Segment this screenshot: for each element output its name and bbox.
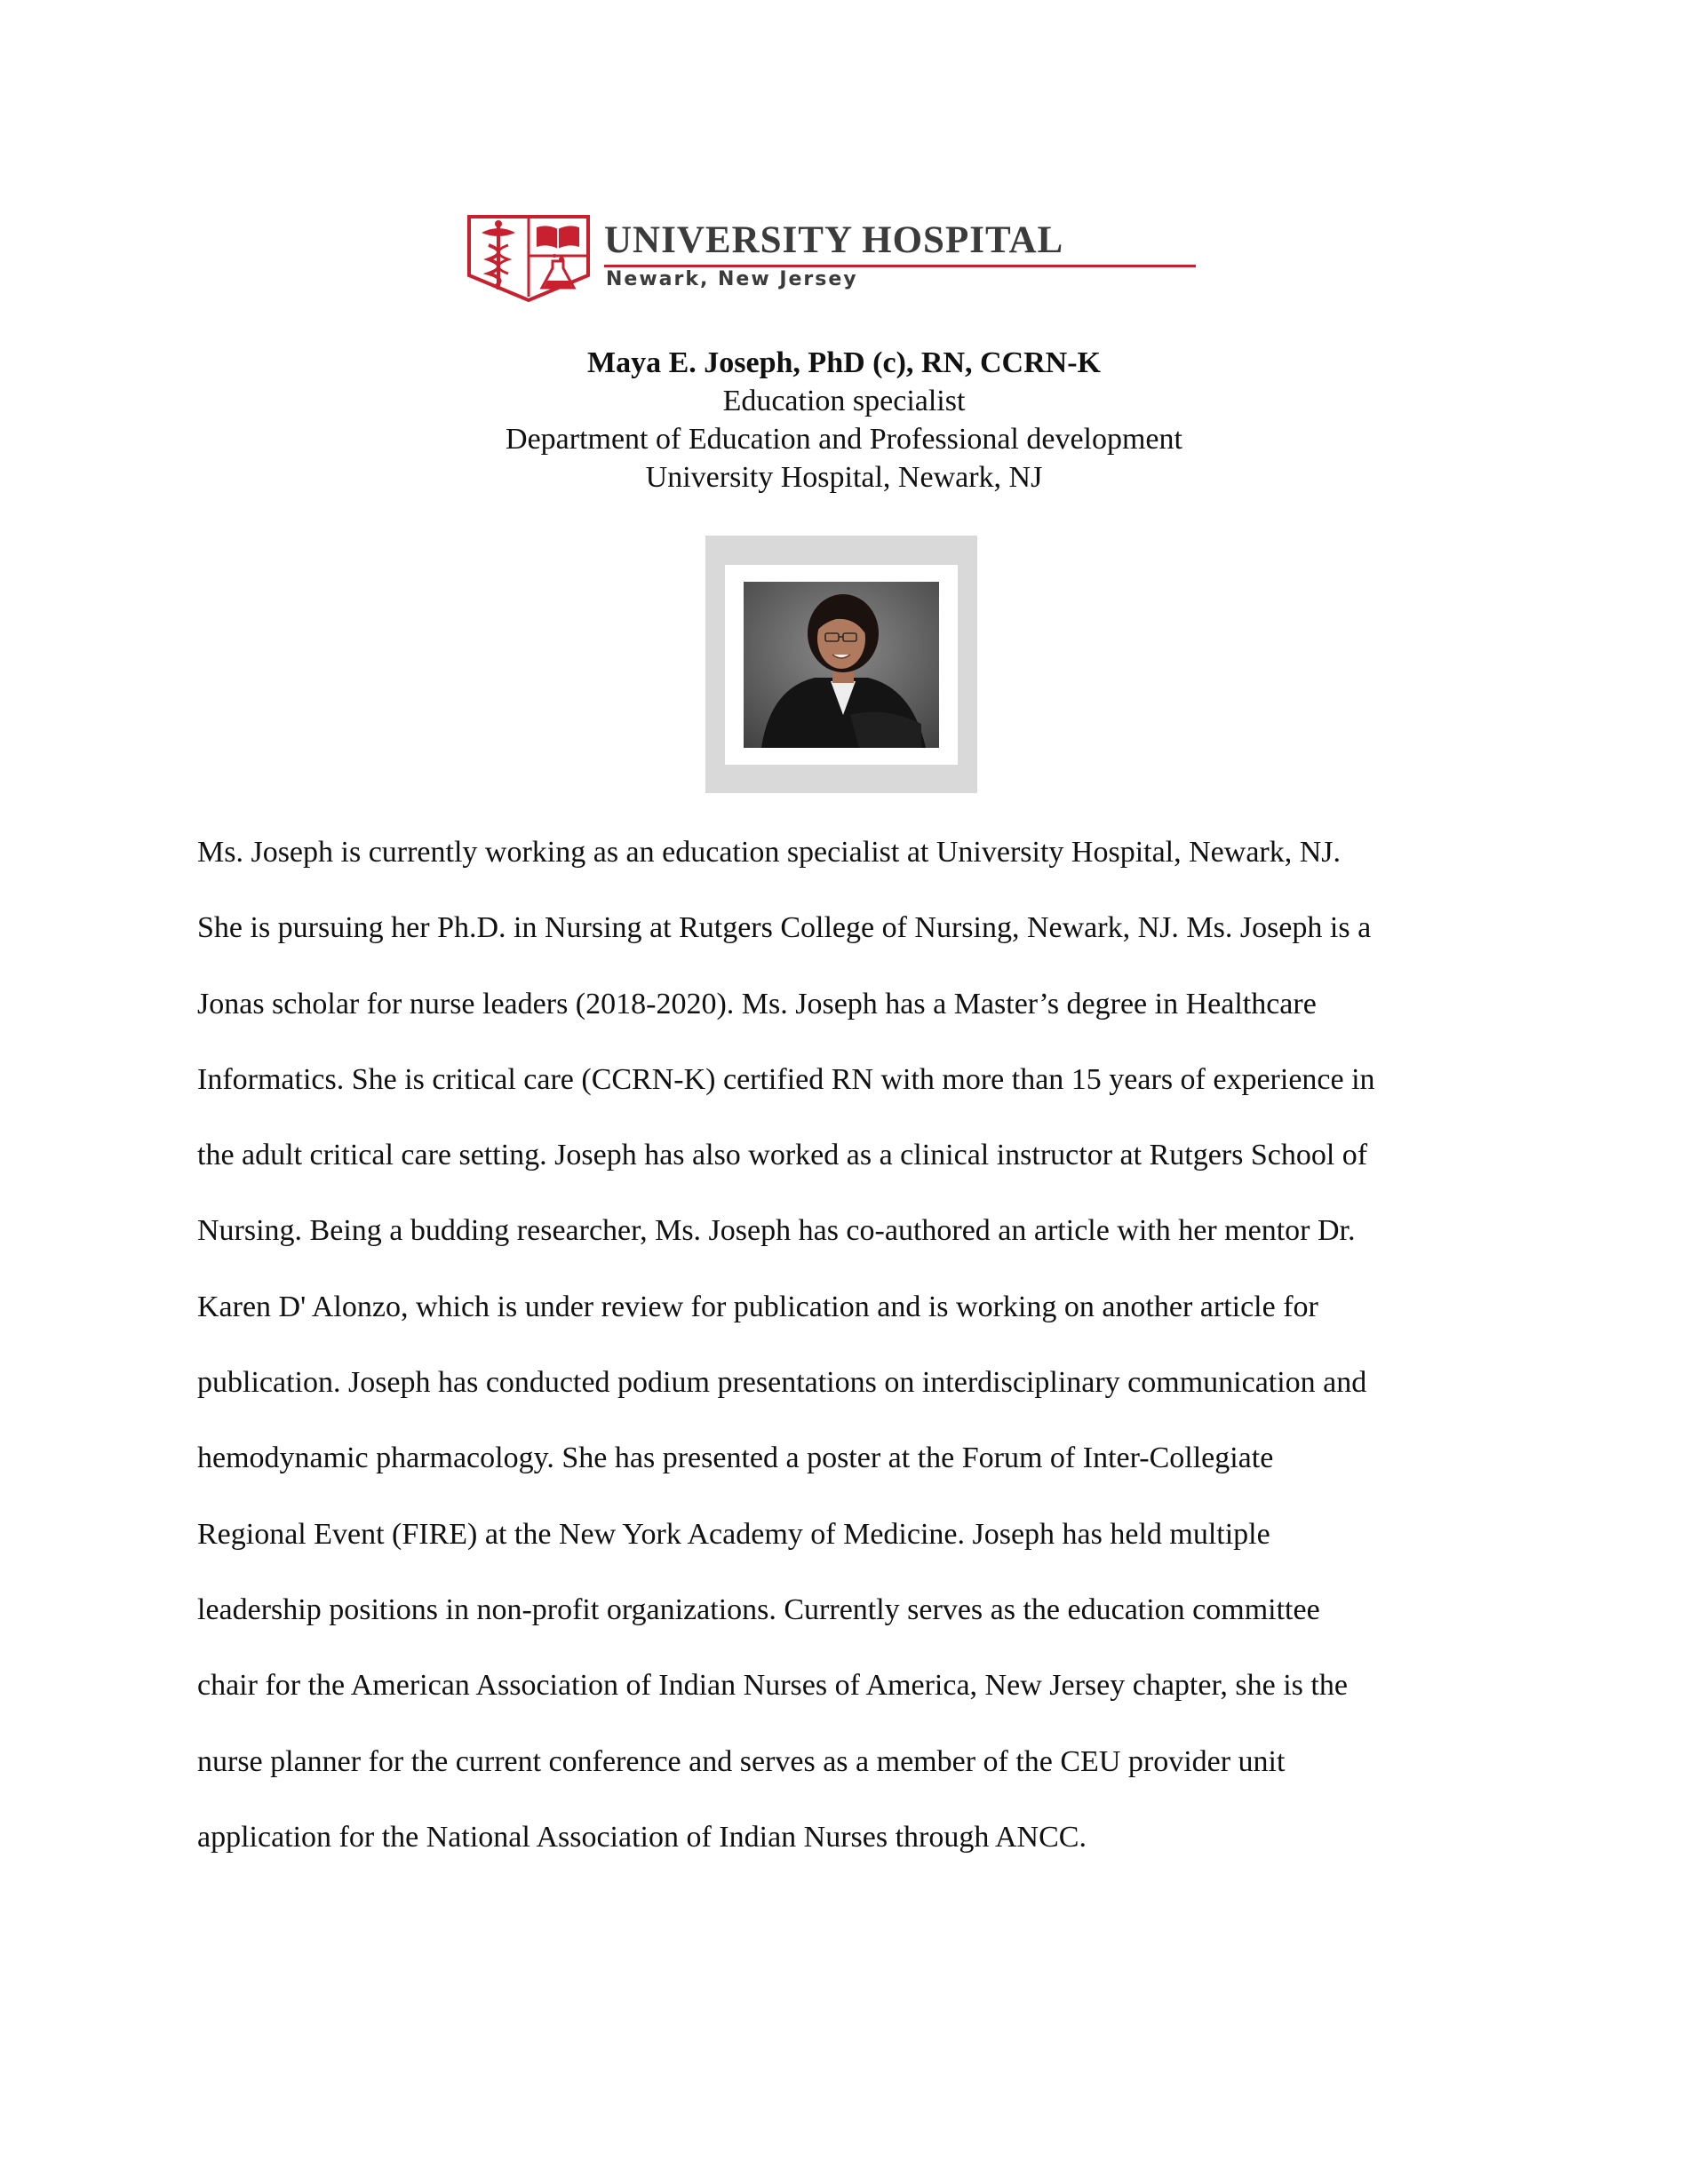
hospital-logo (462, 213, 1217, 302)
portrait-frame (705, 536, 977, 793)
bio-line: Ms. Joseph is currently working as an education specialist at University Hospital, Newark, NJ. (197, 836, 1342, 869)
bio-line: application for the National Association of Indian Nurses through ANCC. (197, 1820, 1087, 1854)
logo-title: UNIVERSITY HOSPITAL (604, 219, 1064, 261)
open-book-icon (537, 226, 579, 249)
bio-line: Informatics. She is critical care (CCRN-K) certified RN with more than 15 years of experience in (197, 1062, 1375, 1096)
bio-line: publication. Joseph has conducted podium presentations on interdisciplinary communication and (197, 1366, 1367, 1400)
logo-subtitle: Newark, New Jersey (606, 268, 858, 290)
bio-line: leadership positions in non-profit organizations. Currently serves as the education committee (197, 1592, 1320, 1626)
bio-line: Karen D' Alonzo, which is under review for publication and is working on another article for (197, 1290, 1318, 1323)
portrait-photo (744, 582, 939, 748)
bio-line: the adult critical care setting. Joseph has also worked as a clinical instructor at Rutgers School of (197, 1139, 1368, 1172)
bio-line: Jonas scholar for nurse leaders (2018-2020). Ms. Joseph has a Master’s degree in Healthcare (197, 987, 1317, 1021)
biography (197, 814, 1494, 1875)
bio-line: Regional Event (FIRE) at the New York Academy of Medicine. Joseph has held multiple (197, 1517, 1270, 1551)
logo-divider (604, 265, 1196, 267)
hospital-shield-icon (462, 213, 595, 302)
profile-header (0, 345, 1688, 496)
bio-line: Nursing. Being a budding researcher, Ms. Joseph has co-authored an article with her mentor Dr. (197, 1214, 1356, 1248)
bio-line: chair for the American Association of Indian Nurses of America, New Jersey chapter, she is the (197, 1669, 1348, 1703)
portrait-mat (725, 565, 958, 765)
bio-line: nurse planner for the current conference and serves as a member of the CEU provider unit (197, 1744, 1286, 1778)
bio-line: She is pursuing her Ph.D. in Nursing at Rutgers College of Nursing, Newark, NJ. Ms. Joseph is a (197, 911, 1372, 945)
person-institution: University Hospital, Newark, NJ (645, 461, 1043, 494)
person-department: Department of Education and Professional development (506, 423, 1182, 456)
portrait-image (744, 582, 939, 748)
bio-line: hemodynamic pharmacology. She has presented a poster at the Forum of Inter-Collegiate (197, 1441, 1274, 1475)
person-role: Education specialist (722, 385, 966, 417)
person-name: Maya E. Joseph, PhD (c), RN, CCRN-K (587, 346, 1101, 379)
